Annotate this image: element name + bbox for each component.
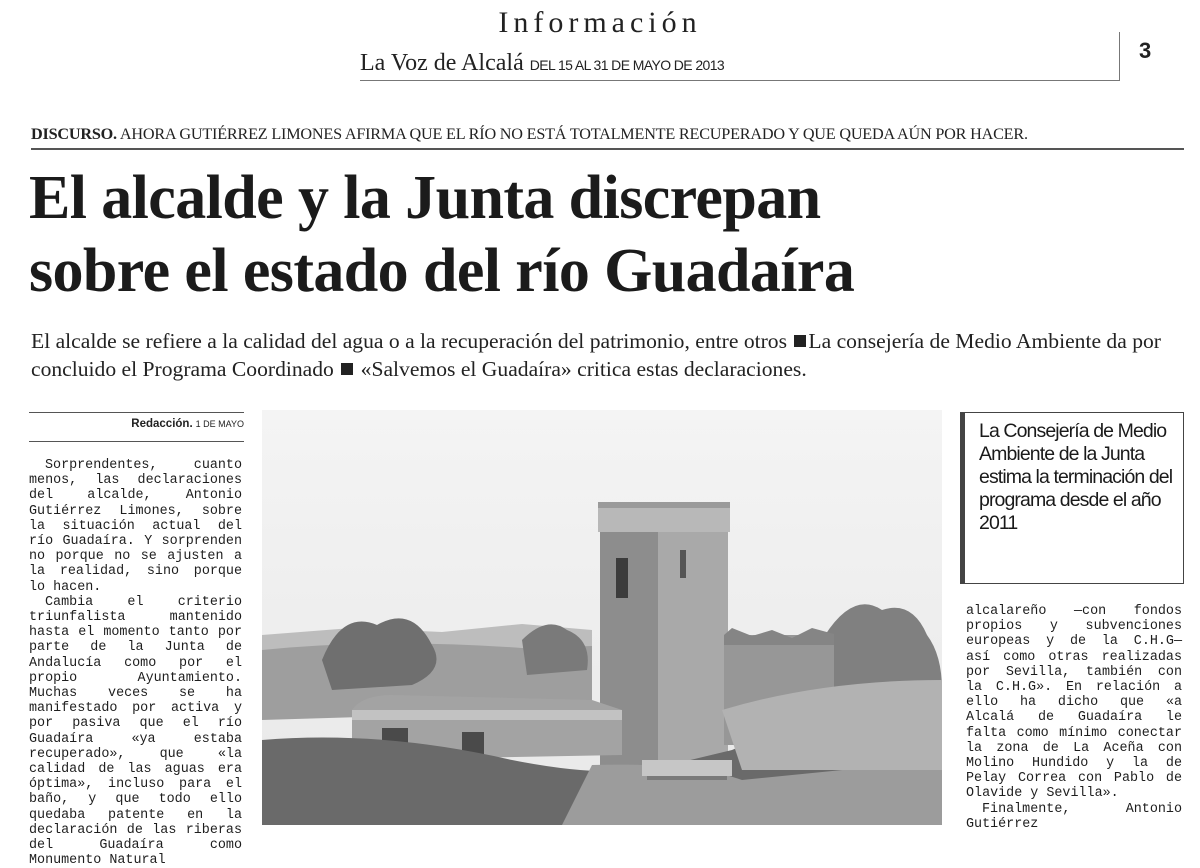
kicker-rule — [31, 148, 1184, 150]
byline-author: Redacción. — [131, 418, 193, 430]
headline-line-1: El alcalde y la Junta discrepan — [29, 164, 821, 232]
left-paragraph: Cambia el criterio triunfalista mantenido hasta el momento tanto por parte de la Junta de Andalucía como por el propio Ayuntamiento. Muchas veces se ha manifestado por activa y por pasiva que el río Guadaíra «ya estaba recuperado», que «la calidad de las aguas era óptima», incluso para el baño, y que todo ello quedaba patente en la declaración de las riberas del Guadaíra como Monumento Natural — [29, 594, 242, 868]
masthead-line — [360, 50, 724, 77]
column-rule-top — [29, 412, 244, 413]
headline — [29, 162, 1189, 308]
paper-name: La Voz de Alcalá — [360, 50, 524, 76]
right-column-text — [966, 604, 1182, 832]
byline-date: 1 DE MAYO — [195, 419, 244, 429]
page-divider — [1119, 32, 1120, 80]
pull-quote: La Consejería de Medio Ambiente de la Junta estima la terminación del programa desde el año 2011 — [979, 420, 1173, 534]
subheadline-part-2: La consejería de Medio Ambiente da por concluido el Programa Coordinado — [31, 329, 1161, 381]
page-number: 3 — [1139, 38, 1152, 63]
square-bullet-icon — [341, 363, 353, 375]
left-column-text — [29, 458, 242, 868]
right-paragraph: Finalmente, Antonio Gutiérrez — [966, 801, 1182, 832]
left-paragraph: Sorprendentes, cuanto menos, las declaraciones del alcalde, Antonio Gutiérrez Limones, sobre la situación actual del río Guadaíra. Y sorprenden no porque no se ajusten a la realidad, sino porque lo hacen. — [29, 458, 242, 595]
masthead-rule — [360, 80, 1120, 81]
headline-line-2: sobre el estado del río Guadaíra — [29, 237, 855, 305]
byline — [29, 418, 244, 430]
subheadline-part-1: El alcalde se refiere a la calidad del agua o a la recuperación del patrimonio, entre otros — [31, 329, 788, 353]
kicker-text: AHORA GUTIÉRREZ LIMONES AFIRMA QUE EL RÍO NO ESTÁ TOTALMENTE RECUPERADO Y QUE QUEDA AÚN POR HACER. — [116, 125, 1028, 143]
section-title: Información — [498, 6, 702, 39]
castle-tower-photo — [262, 410, 942, 825]
kicker — [31, 125, 1191, 144]
subheadline — [31, 327, 1191, 383]
right-paragraph: alcalareño —con fondos propios y subvenciones europeas y de la C.H.G— así como otras realizadas por Sevilla, también con la C.H.G». En relación a ello ha dicho que «a Alcalá de Guadaíra le falta como mínimo conectar la zona de La Aceña con Molino Hundido y la de Pelay Correa con Pablo de Olavide y Sevilla». — [966, 604, 1182, 802]
issue-dates: DEL 15 AL 31 DE MAYO DE 2013 — [529, 57, 725, 73]
column-rule-bottom — [29, 441, 244, 442]
article-photo — [262, 410, 942, 825]
kicker-label: DISCURSO. — [31, 125, 117, 143]
square-bullet-icon — [794, 335, 806, 347]
subheadline-part-3: «Salvemos el Guadaíra» critica estas declaraciones. — [360, 357, 807, 381]
